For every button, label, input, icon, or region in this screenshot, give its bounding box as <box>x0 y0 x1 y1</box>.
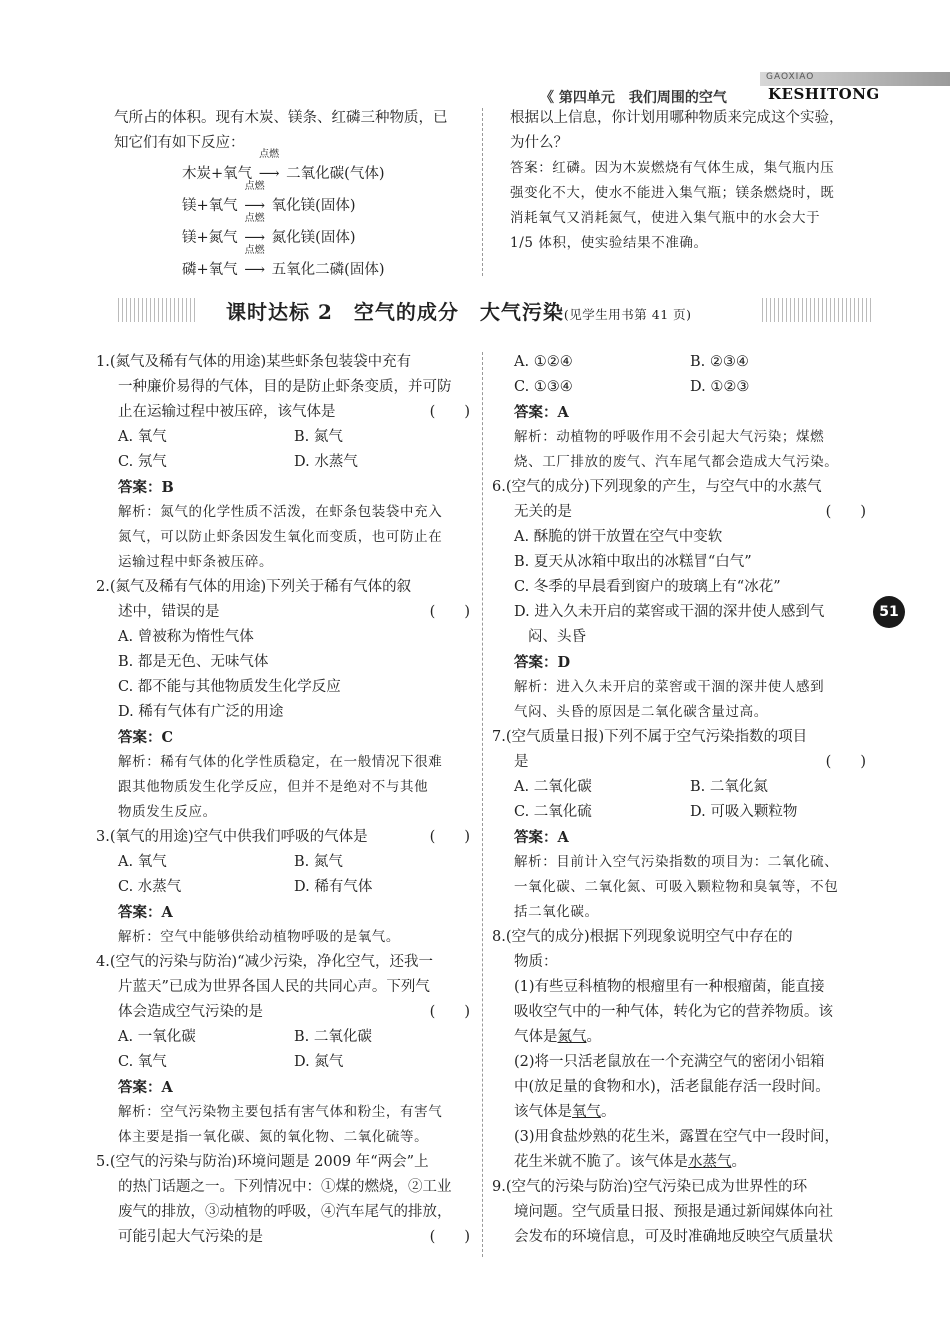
fill-answer: 氮气 <box>557 1029 587 1045</box>
text-line: 物质： <box>514 954 558 970</box>
text-line: 的热门话题之一。下列情况中：①煤的燃烧，②工业 <box>118 1179 452 1195</box>
answer-line: 消耗氧气又消耗氮气，使进入集气瓶中的水会大于 <box>510 210 821 226</box>
answer: 答案：D <box>514 654 571 671</box>
explanation: 解析：氮气的化学性质不活泼，在虾条包装袋中充入 <box>118 504 443 520</box>
options-row: A. 氧气 B. 氮气 <box>118 429 343 445</box>
reaction-3: 镁+氮气 点燃 ⟶ 氮化镁(固体) <box>114 226 474 251</box>
answer: 答案：A <box>118 904 173 921</box>
reaction-4: 磷+氧气 点燃 ⟶ 五氧化二磷(固体) <box>114 258 474 283</box>
option: A. 酥脆的饼干放置在空气中变软 <box>514 529 723 545</box>
brand-logo: KESHITONG <box>768 85 880 103</box>
text-line: 述中，错误的是 ( ) <box>118 604 470 620</box>
reaction-2: 镁+氧气 点燃 ⟶ 氧化镁(固体) <box>114 194 474 219</box>
answer: 答案：B <box>118 479 174 496</box>
reaction-1: 木炭+氧气 点燃 ⟶ 二氧化碳(气体) <box>114 162 474 187</box>
explanation: 体主要是指一氧化碳、氮的氧化物、二氧化硫等。 <box>118 1129 429 1145</box>
explanation: 解析：目前计入空气污染指数的项目为：二氧化硫、 <box>514 854 839 870</box>
options-row: C. 氖气 D. 水蒸气 <box>118 454 358 470</box>
answer: 答案：A <box>118 1079 173 1096</box>
answer-line: 1/5 体积，使实验结果不准确。 <box>510 235 708 251</box>
text-line: 是 ( ) <box>514 754 866 770</box>
question-1: 1.(氮气及稀有气体的用途)某些虾条包装袋中充有 <box>96 354 412 370</box>
page-number: 51 <box>873 596 905 628</box>
text-line: 片蓝天”已成为世界各国人民的共同心声。下列气 <box>118 979 430 995</box>
answer-line: 强变化不大，使水不能进入集气瓶；镁条燃烧时，既 <box>510 185 835 201</box>
unit-title: 《 第四单元 我们周围的空气 <box>540 90 727 106</box>
section-title: 课时达标 2 空气的成分 大气污染(见学生用书第 41 页) <box>226 300 692 324</box>
explanation: 一氧化碳、二氧化氮、可吸入颗粒物和臭氧等，不包 <box>514 879 839 895</box>
question-8: 8.(空气的成分)根据下列现象说明空气中存在的 <box>492 929 793 945</box>
text-line: 吸收空气中的一种气体，转化为它的营养物质。该 <box>514 1004 833 1020</box>
text-line: 止在运输过程中被压碎，该气体是 ( ) <box>118 404 470 420</box>
explanation: 烧、工厂排放的废气、汽车尾气都会造成大气污染。 <box>514 454 839 470</box>
column-divider-main <box>482 352 483 1257</box>
options-row: C. 二氧化硫 D. 可吸入颗粒物 <box>514 804 798 820</box>
question-6: 6.(空气的成分)下列现象的产生，与空气中的水蒸气 <box>492 479 822 495</box>
answer: 答案：A <box>514 404 569 421</box>
text-line: 中(放足量的食物和水)，活老鼠能存活一段时间。 <box>514 1079 830 1095</box>
section-reference: (见学生用书第 41 页) <box>563 307 692 322</box>
right-column <box>492 350 866 1250</box>
section-hatch-right <box>762 298 874 322</box>
text-line: 会发布的环境信息，可及时准确地反映空气质量状 <box>514 1229 833 1245</box>
text-line: 体会造成空气污染的是 ( ) <box>118 1004 470 1020</box>
question-4: 4.(空气的污染与防治)“减少污染，净化空气，还我一 <box>96 954 434 970</box>
question-5: 5.(空气的污染与防治)环境问题是 2009 年“两会”上 <box>96 1154 429 1170</box>
options-row: C. 氧气 D. 氮气 <box>118 1054 344 1070</box>
top-right-block <box>510 106 872 256</box>
explanation: 物质发生反应。 <box>118 804 217 820</box>
text-line: 为什么？ <box>510 135 568 151</box>
brand-small: GAOXIAO <box>766 72 815 82</box>
text-line: 花生米就不脆了。该气体是水蒸气。 <box>514 1154 746 1170</box>
section-hatch-left <box>118 298 198 322</box>
top-left-block <box>114 106 474 283</box>
left-column <box>96 350 470 1250</box>
text-line: 该气体是氧气。 <box>514 1104 616 1120</box>
text-line: 知它们有如下反应： <box>114 135 245 151</box>
options-row: C. 水蒸气 D. 稀有气体 <box>118 879 373 895</box>
option: C. 冬季的早晨看到窗户的玻璃上有“冰花” <box>514 579 781 595</box>
question-9: 9.(空气的污染与防治)空气污染已成为世界性的环 <box>492 1179 808 1195</box>
text-line: 气所占的体积。现有木炭、镁条、红磷三种物质，已 <box>114 110 448 126</box>
option: D. 稀有气体有广泛的用途 <box>118 704 284 720</box>
fill-answer: 水蒸气 <box>688 1154 732 1170</box>
options-row: A. 一氧化碳 B. 二氧化碳 <box>118 1029 372 1045</box>
arrow-icon: 点燃 ⟶ <box>244 181 266 214</box>
explanation: 解析：动植物的呼吸作用不会引起大气污染；煤燃 <box>514 429 825 445</box>
arrow-icon: 点燃 ⟶ <box>244 245 266 278</box>
explanation: 解析：进入久未开启的菜窖或干涸的深井使人感到 <box>514 679 825 695</box>
options-row: A. 氧气 B. 氮气 <box>118 854 343 870</box>
explanation: 氮气，可以防止虾条因发生氧化而变质，也可防止在 <box>118 529 443 545</box>
text-line: (2)将一只活老鼠放在一个充满空气的密闭小铝箱 <box>514 1054 825 1070</box>
text-line: (3)用食盐炒熟的花生米，露置在空气中一段时间， <box>514 1129 840 1145</box>
arrow-icon: 点燃 ⟶ <box>258 149 280 182</box>
text-line: 无关的是 ( ) <box>514 504 866 520</box>
answer: 答案：C <box>118 729 174 746</box>
text-line: 可能引起大气污染的是 ( ) <box>118 1229 470 1245</box>
question-7: 7.(空气质量日报)下列不属于空气污染指数的项目 <box>492 729 808 745</box>
text-line: 一种廉价易得的气体，目的是防止虾条变质，并可防 <box>118 379 452 395</box>
explanation: 括二氧化碳。 <box>514 904 599 920</box>
question-3: 3.(氧气的用途)空气中供我们呼吸的气体是 ( ) <box>96 829 470 845</box>
answer: 答案：A <box>514 829 569 846</box>
text-line: 气体是氮气。 <box>514 1029 601 1045</box>
option-continuation: 闷、头昏 <box>528 629 586 645</box>
explanation: 解析：稀有气体的化学性质稳定，在一般情况下很难 <box>118 754 443 770</box>
arrow-icon: 点燃 ⟶ <box>244 213 266 246</box>
options-row: A. 二氧化碳 B. 二氧化氮 <box>514 779 768 795</box>
explanation: 运输过程中虾条被压碎。 <box>118 554 274 570</box>
fill-answer: 氧气 <box>572 1104 601 1120</box>
option: B. 夏天从冰箱中取出的冰糕冒“白气” <box>514 554 752 570</box>
options-row: C. ①③④ D. ①②③ <box>514 379 750 395</box>
explanation: 解析：空气中能够供给动植物呼吸的是氧气。 <box>118 929 400 945</box>
options-row: A. ①②④ B. ②③④ <box>514 354 749 370</box>
option: C. 都不能与其他物质发生化学反应 <box>118 679 341 695</box>
column-divider-top <box>482 108 483 276</box>
answer-line: 答案：红磷。因为木炭燃烧有气体生成，集气瓶内压 <box>510 160 835 176</box>
option: A. 曾被称为惰性气体 <box>118 629 254 645</box>
text-line: 境问题。空气质量日报、预报是通过新闻媒体向社 <box>514 1204 833 1220</box>
explanation: 气闷、头昏的原因是二氧化碳含量过高。 <box>514 704 768 720</box>
explanation: 解析：空气污染物主要包括有害气体和粉尘，有害气 <box>118 1104 443 1120</box>
text-line: (1)有些豆科植物的根瘤里有一种根瘤菌，能直接 <box>514 979 825 995</box>
question-2: 2.(氮气及稀有气体的用途)下列关于稀有气体的叙 <box>96 579 412 595</box>
explanation: 跟其他物质发生化学反应，但并不是绝对不与其他 <box>118 779 429 795</box>
option: B. 都是无色、无味气体 <box>118 654 269 670</box>
text-line: 废气的排放，③动植物的呼吸，④汽车尾气的排放， <box>118 1204 452 1220</box>
option: D. 进入久未开启的菜窖或干涸的深井使人感到气 <box>514 604 825 620</box>
text-line: 根据以上信息，你计划用哪种物质来完成这个实验， <box>510 110 844 126</box>
